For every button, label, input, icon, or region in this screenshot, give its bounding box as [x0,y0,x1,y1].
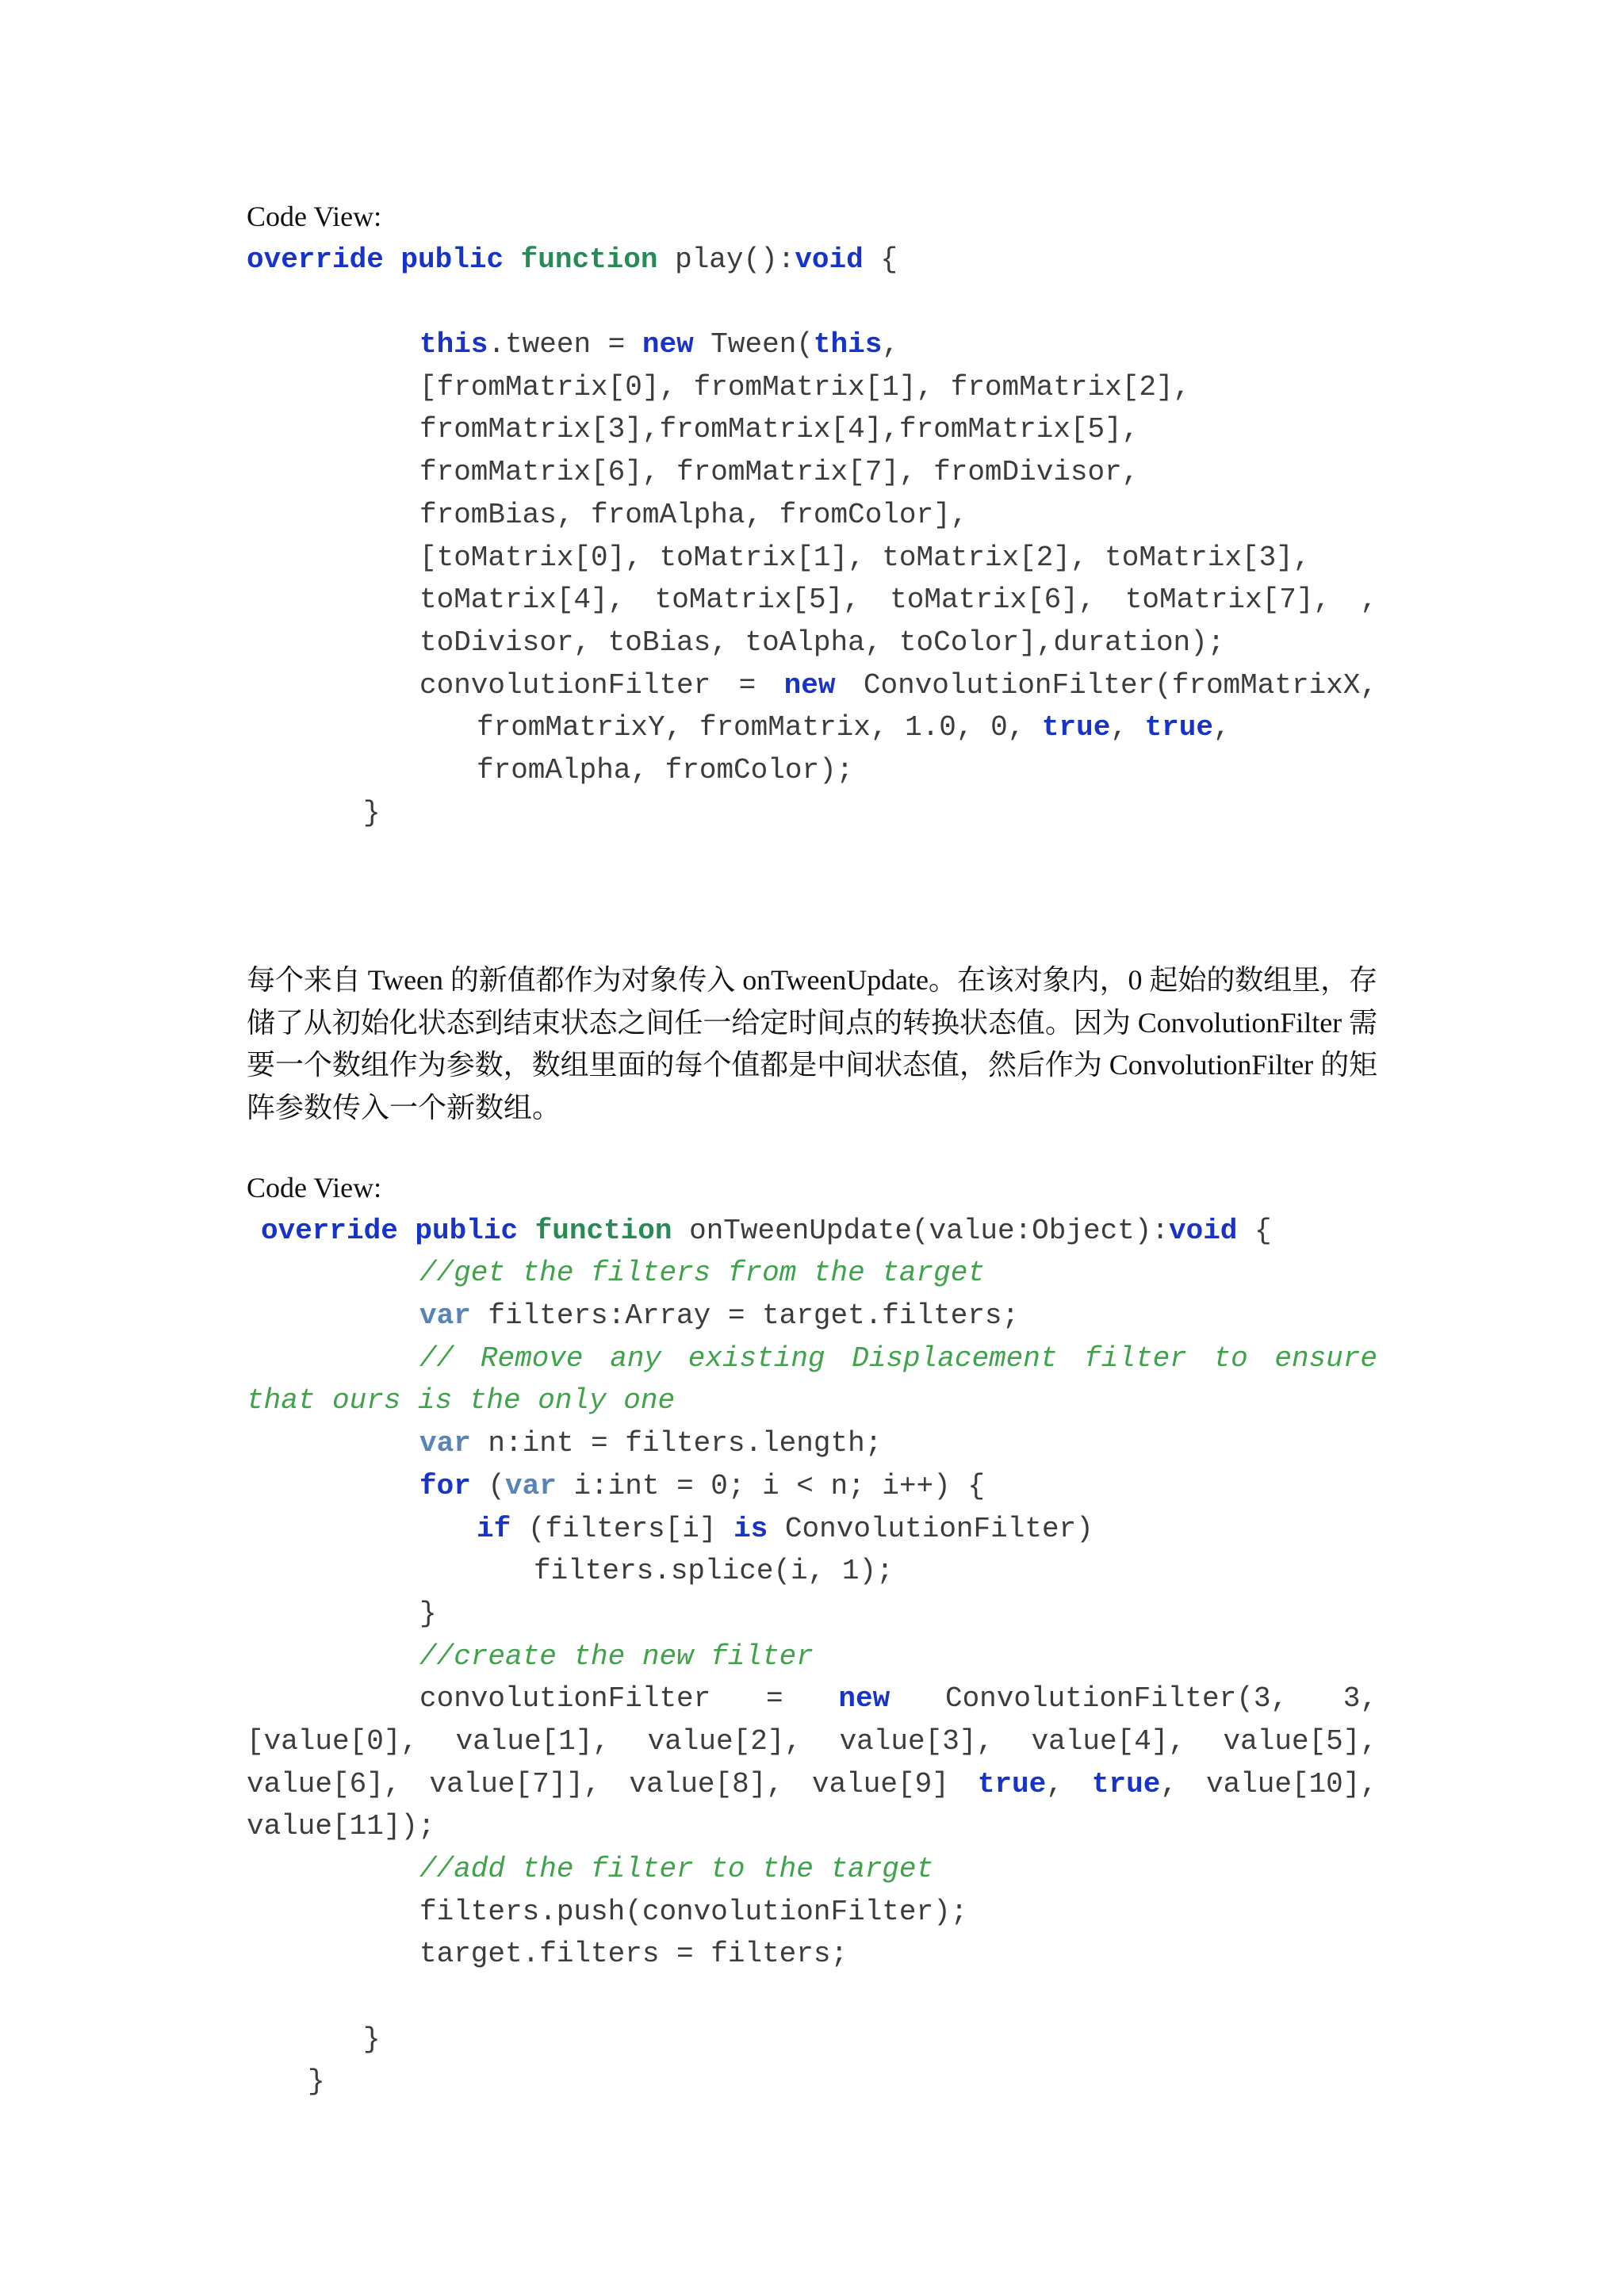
code-block-on-tween-update [247,1167,1377,2103]
code-line [247,792,1377,835]
code-line [247,451,1377,494]
code-text: fromBias, fromAlpha, fromColor], [419,498,968,531]
paragraph-line: 储了从初始化状态到结束状态之间任一给定时间点的转换状态值。因为 ConvolutionFilter 需 [247,1006,1377,1039]
paragraph-line: 要一个数组作为参数，数组里面的每个值都是中间状态值，然后作为 ConvolutionFilter 的矩 [247,1049,1377,1081]
code-line [247,537,1377,580]
code-line [247,706,1377,749]
code-text: ( [470,1469,506,1502]
code-line [247,1465,1377,1508]
code-text: fromAlpha, fromColor); [477,753,854,786]
body-paragraph [247,959,1377,1130]
code-text: n:int = filters.length; [470,1427,883,1460]
code-keyword-var: var [419,1427,471,1460]
code-line [247,1593,1377,1636]
code-keyword-function: function [520,243,658,276]
code-line [247,1508,1377,1551]
code-keyword: true [1144,711,1213,744]
code-line [247,1422,1377,1465]
code-keyword-var: var [505,1469,557,1502]
code-keyword: true [977,1767,1047,1800]
code-comment: //add the filter to the target [419,1853,934,1885]
code-line [247,1252,1377,1295]
code-line [247,622,1377,664]
code-text: value[11]); [247,1810,435,1843]
code-line [247,1636,1377,1678]
code-text: fromMatrixY, fromMatrix, 1.0, 0, [477,711,1042,744]
code-text: convolutionFilter = [419,1682,839,1716]
code-text: , [1046,1767,1092,1800]
code-text: filters:Array = target.filters; [470,1299,1020,1333]
code-text: ConvolutionFilter) [768,1512,1094,1545]
code-keyword: true [1091,1767,1161,1800]
code-keyword-function: function [534,1214,672,1247]
code-text: target.filters = filters; [419,1938,848,1971]
code-line [247,1805,1377,1848]
code-keyword: for [419,1469,471,1502]
code-line [247,323,1377,366]
code-text: fromMatrix[3],fromMatrix[4],fromMatrix[5], [419,413,1139,446]
code-text: play(): [657,243,795,276]
code-text: } [363,796,381,829]
code-text: { [863,243,898,276]
code-line [247,494,1377,537]
code-text: value[6], value[7]], value[8], value[9] [247,1767,978,1800]
code-block-play [247,196,1377,834]
code-text: i:int = 0; i < n; i++) { [556,1469,985,1502]
code-line [247,1337,1377,1380]
code-text: (filters[i] [511,1512,734,1545]
code-line [247,1891,1377,1934]
code-line [247,1763,1377,1806]
code-text: filters.splice(i, 1); [534,1555,894,1588]
code-view-label: Code View: [247,201,382,232]
code-comment: //get the filters from the target [419,1257,985,1290]
code-line [247,239,1377,281]
code-text: } [363,2022,381,2056]
code-text: , [882,328,899,362]
code-text: toMatrix[4], toMatrix[5], toMatrix[6], toMatrix[7], , [419,584,1377,617]
code-line [247,664,1377,707]
code-line [247,1678,1377,1720]
code-keyword: if [477,1512,511,1545]
code-line [247,579,1377,622]
code-comment: that ours is the only one [247,1384,676,1418]
code-view-label: Code View: [247,1172,382,1203]
code-keyword-var: var [419,1299,471,1333]
code-line [247,2019,1377,2061]
code-line [247,749,1377,792]
code-text: , value[10], [1160,1767,1377,1800]
code-line [247,1295,1377,1337]
code-keyword: this [419,328,488,362]
code-comment: //create the new filter [419,1640,814,1673]
code-text: ConvolutionFilter(fromMatrixX, [835,668,1377,702]
code-text: fromMatrix[6], fromMatrix[7], fromDivisor, [419,456,1139,489]
code-line [247,1210,1377,1253]
code-text: [value[0], value[1], value[2], value[3], value[4], value[5], [247,1724,1377,1758]
code-text: [fromMatrix[0], fromMatrix[1], fromMatrix[2], [419,370,1191,404]
code-text: onTweenUpdate(value:Object): [672,1214,1169,1247]
code-text: ConvolutionFilter(3, 3, [890,1682,1377,1716]
code-keyword: is [733,1512,768,1545]
paragraph-line: 阵参数传入一个新数组。 [247,1092,561,1124]
code-text: Tween( [693,328,814,362]
code-keyword: void [1169,1214,1238,1247]
code-line [247,2061,1377,2103]
code-keyword: true [1041,711,1111,744]
code-keyword: override public [261,1214,535,1247]
blank-line [247,281,1377,323]
code-keyword: void [795,243,864,276]
code-keyword: new [642,328,694,362]
code-keyword: override public [247,243,521,276]
code-keyword: new [838,1682,891,1716]
code-line [247,1848,1377,1891]
code-line [247,408,1377,451]
code-text: , [1110,711,1145,744]
code-text: [toMatrix[0], toMatrix[1], toMatrix[2], toMatrix[3], [419,541,1311,574]
code-text: } [419,1597,437,1630]
code-text: .tween = [488,328,642,362]
code-line [247,1720,1377,1763]
code-keyword: this [813,328,883,362]
code-text: filters.push(convolutionFilter); [419,1895,968,1928]
paragraph-line: 每个来自 Tween 的新值都作为对象传入 onTweenUpdate。在该对象内，0 起始的数组里，存 [247,964,1377,996]
code-line [247,1933,1377,1976]
code-line [247,1550,1377,1593]
code-line [247,366,1377,409]
blank-line [247,1976,1377,2019]
code-text: } [308,2065,325,2099]
code-keyword: new [783,668,836,702]
code-text: { [1237,1214,1272,1247]
code-comment: // Remove any existing Displacement filter to ensure [419,1341,1377,1375]
code-text: toDivisor, toBias, toAlpha, toColor],duration); [419,626,1225,659]
code-text: convolutionFilter = [419,668,784,702]
code-text: , [1212,711,1231,744]
code-line [247,1380,1377,1422]
